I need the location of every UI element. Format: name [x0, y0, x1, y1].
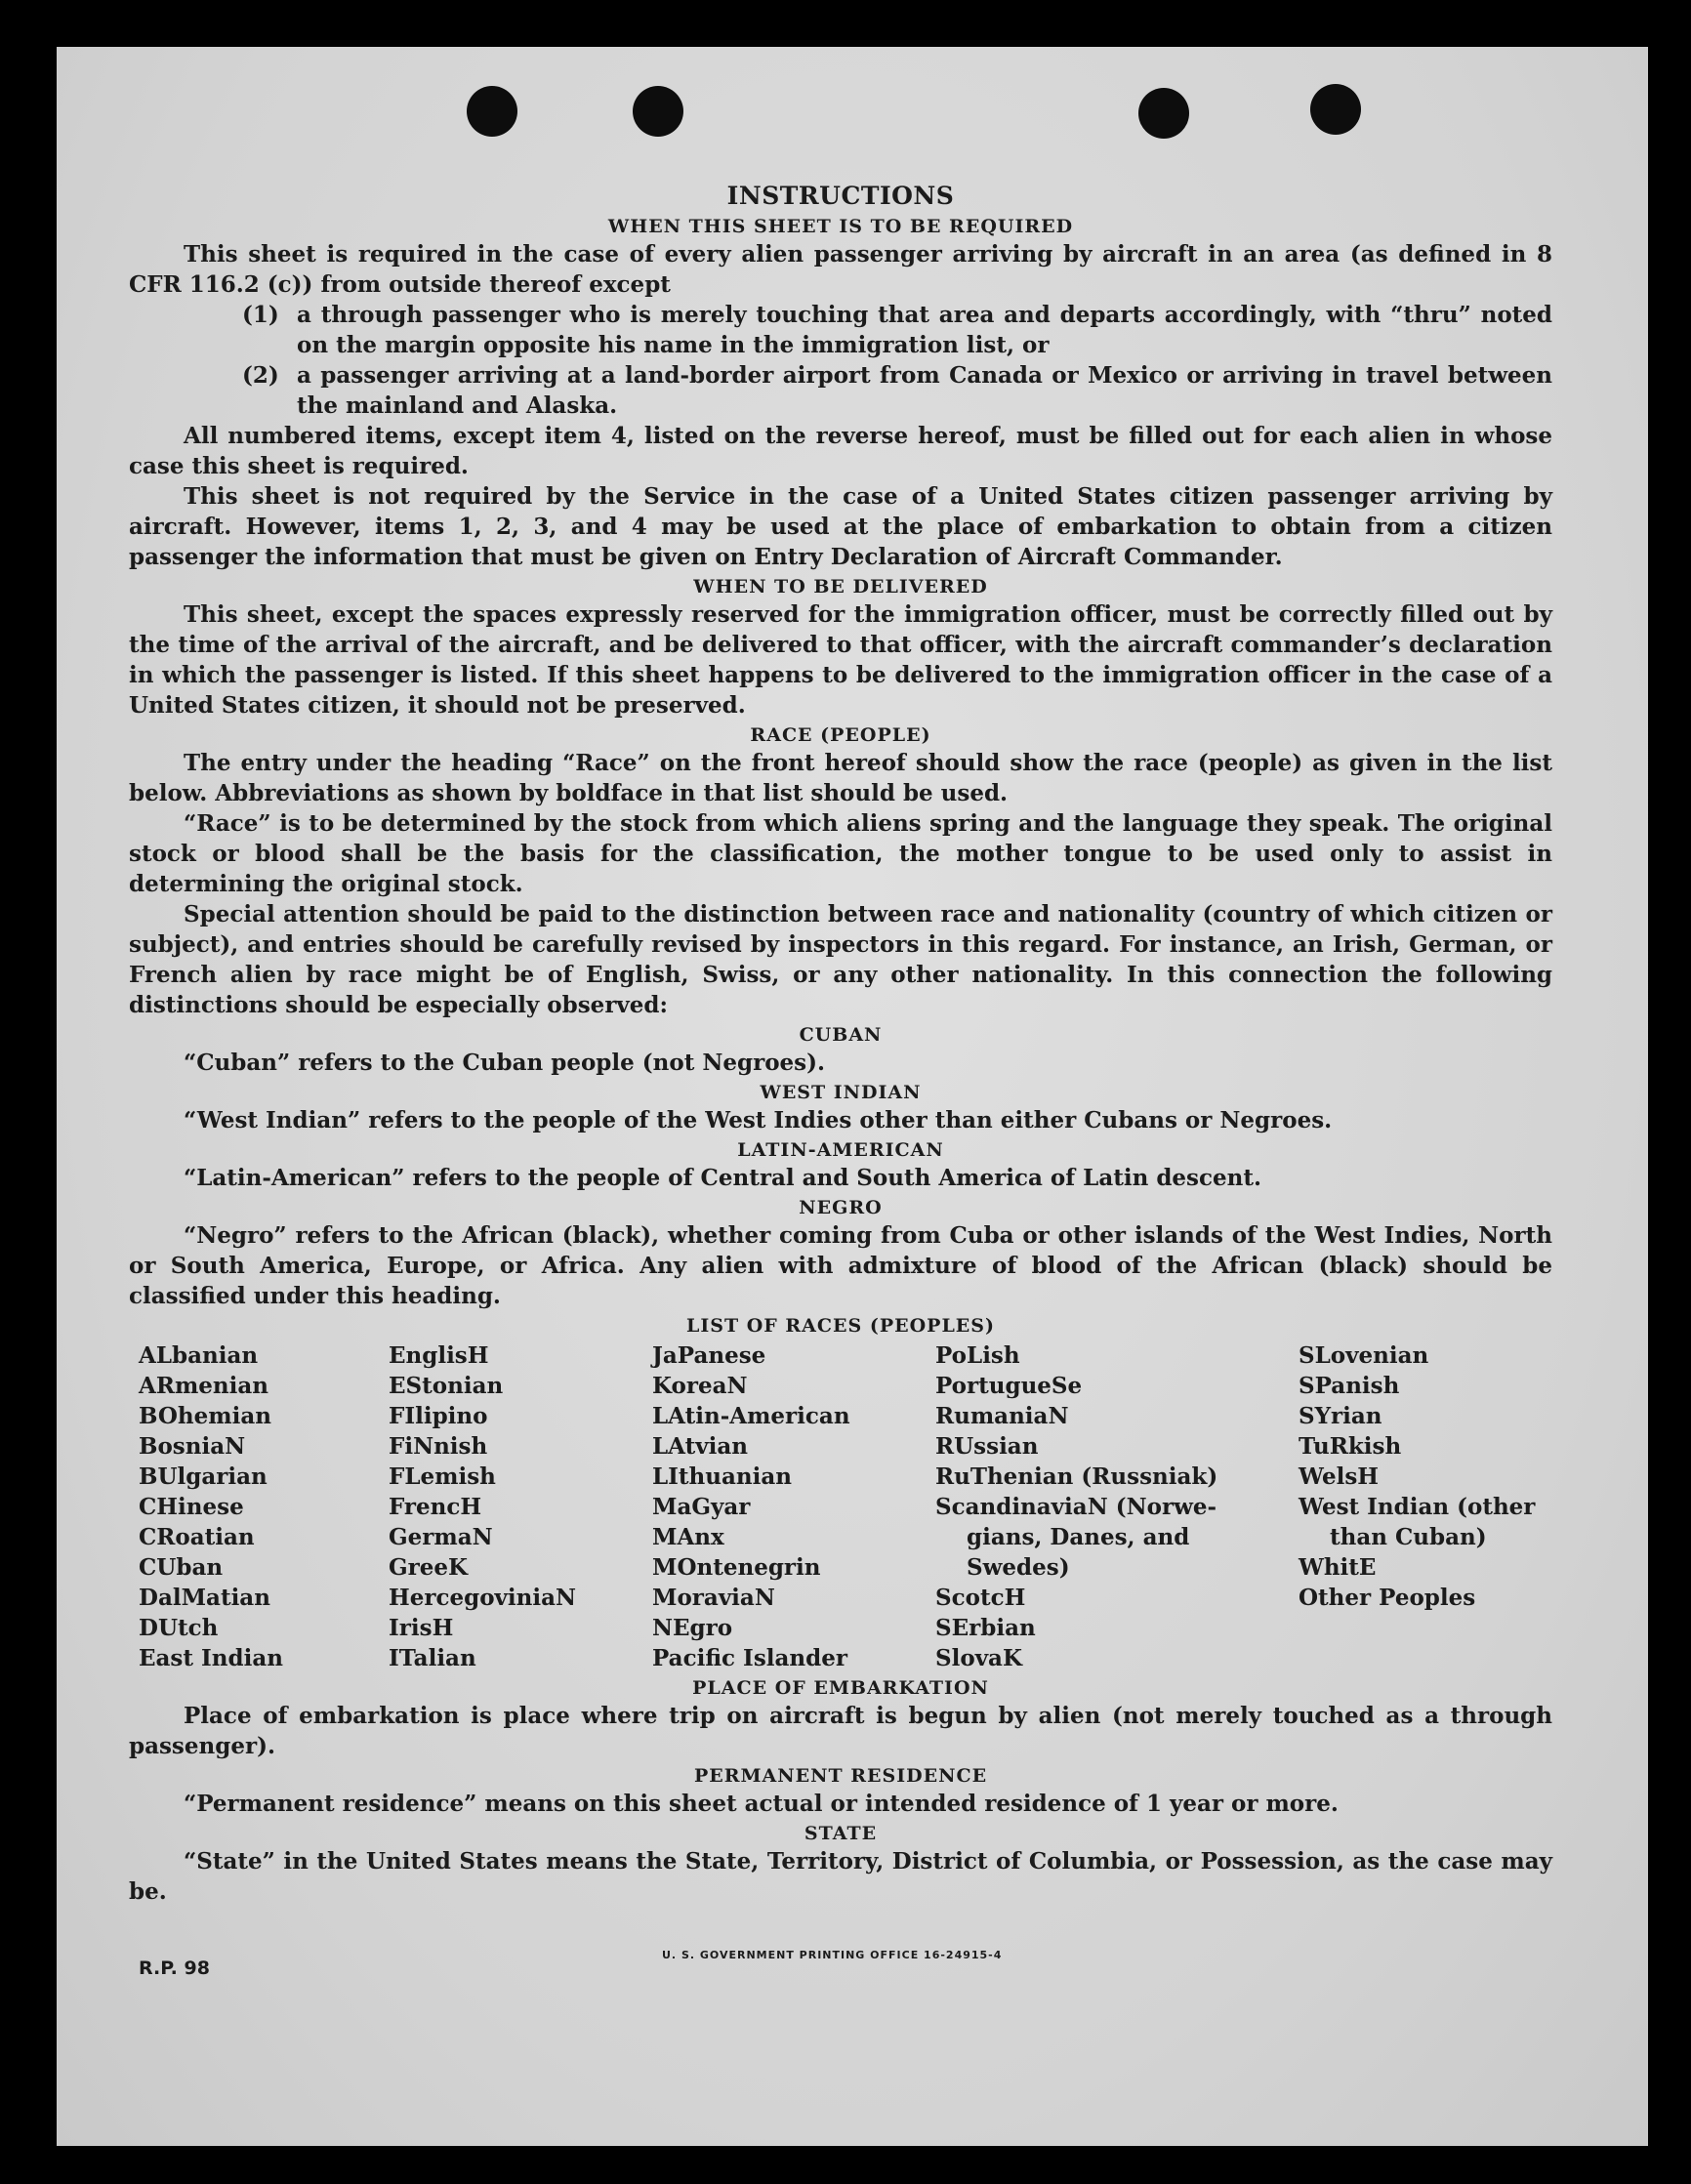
- list-item: FIlipino: [389, 1403, 488, 1429]
- list-item: LAtin-American: [652, 1403, 850, 1429]
- list-item: RuThenian (Russniak): [935, 1463, 1218, 1490]
- list-item: MAnx: [652, 1524, 724, 1550]
- list-item: SYrian: [1299, 1403, 1382, 1429]
- list-item: CUban: [139, 1554, 224, 1581]
- list-item: GreeK: [389, 1554, 469, 1581]
- definition-latin-american: “Latin-American” refers to the people of Central and South America of Latin descent.: [184, 1165, 1261, 1191]
- list-item: West Indian (other: [1299, 1494, 1536, 1520]
- list-item: IrisH: [389, 1615, 454, 1641]
- definition-residence: “Permanent residence” means on this sheet actual or intended residence of 1 year or more.: [184, 1791, 1339, 1817]
- list-item: CHinese: [139, 1494, 244, 1520]
- printing-office-line: U. S. GOVERNMENT PRINTING OFFICE 16-24915-4: [662, 1949, 1003, 1961]
- list-item: TuRkish: [1299, 1433, 1402, 1460]
- list-item: BOhemian: [139, 1403, 271, 1429]
- paragraph-citizen: This sheet is not required by the Service in the case of a United States citizen passenger arriving by aircraft. However, items 1, 2, 3, and 4 may be used at the place of embarkation to obtain from a citizen passenger the information that must be given on Entry Declaration of Aircraft Commander.: [129, 483, 1552, 570]
- item-number: (2): [242, 362, 279, 389]
- list-item: Other Peoples: [1299, 1585, 1476, 1611]
- list-item-continuation: than Cuban): [1330, 1524, 1487, 1550]
- section-heading-state: STATE: [804, 1823, 878, 1844]
- definition-cuban: “Cuban” refers to the Cuban people (not Negroes).: [184, 1050, 826, 1076]
- list-item: DUtch: [139, 1615, 219, 1641]
- races-column-2: [389, 1340, 652, 1673]
- definition-embarkation: Place of embarkation is place where trip on aircraft is begun by alien (not merely touched as a through passenger).: [129, 1703, 1552, 1759]
- paragraph-race-3: Special attention should be paid to the distinction between race and nationality (country of which citizen or subject), and entries should be carefully revised by inspectors in this regard. For instance, an Irish, German, or French alien by race might be of English, Swiss, or any other nationality. In this connection the following distinctions should be especially observed:: [129, 901, 1552, 1018]
- section-heading-embarkation: PLACE OF EMBARKATION: [692, 1677, 989, 1699]
- definition-state: “State” in the United States means the State, Territory, District of Columbia, or Possession, as the case may be.: [129, 1848, 1552, 1905]
- races-column-4: [935, 1340, 1299, 1673]
- list-item: FiNnish: [389, 1433, 488, 1460]
- list-item: LAtvian: [652, 1433, 748, 1460]
- list-item: FrencH: [389, 1494, 482, 1520]
- list-item: ITalian: [389, 1645, 476, 1671]
- list-item: NEgro: [652, 1615, 733, 1641]
- definition-west-indian: “West Indian” refers to the people of the West Indies other than either Cubans or Negroes.: [184, 1107, 1333, 1133]
- list-item: [242, 300, 1552, 360]
- list-item: EnglisH: [389, 1342, 489, 1369]
- list-item: SlovaK: [935, 1645, 1022, 1671]
- list-item: SLovenian: [1299, 1342, 1429, 1369]
- list-item: JaPanese: [652, 1342, 766, 1369]
- punch-hole: [633, 86, 683, 137]
- races-list: [139, 1340, 1552, 1673]
- paragraph-numbered-items: All numbered items, except item 4, listed on the reverse hereof, must be filled out for each alien in whose case this sheet is required.: [129, 423, 1552, 479]
- list-item: EStonian: [389, 1373, 504, 1399]
- item-text: a passenger arriving at a land-border airport from Canada or Mexico or arriving in travel between the mainland and Alaska.: [297, 362, 1552, 419]
- section-heading-list-of-races: LIST OF RACES (PEOPLES): [686, 1315, 995, 1337]
- list-item: ScandinaviaN (Norwe-: [935, 1494, 1217, 1520]
- paragraph-required-intro: This sheet is required in the case of every alien passenger arriving by aircraft in an area (as defined in 8 CFR 116.2 (c)) from outside thereof except: [129, 241, 1552, 298]
- list-item: SPanish: [1299, 1373, 1400, 1399]
- list-item: FLemish: [389, 1463, 496, 1490]
- punch-hole: [1310, 84, 1361, 135]
- item-text: a through passenger who is merely touching that area and departs accordingly, with “thru” noted on the margin opposite his name in the immigration list, or: [297, 302, 1552, 358]
- section-heading-cuban: CUBAN: [799, 1024, 883, 1046]
- section-heading-latin-american: LATIN-AMERICAN: [737, 1139, 944, 1161]
- list-item-continuation: gians, Danes, and: [967, 1524, 1190, 1550]
- list-item: ARmenian: [139, 1373, 269, 1399]
- list-item: RumaniaN: [935, 1403, 1069, 1429]
- form-number: R.P. 98: [139, 1957, 210, 1979]
- list-item: MoraviaN: [652, 1585, 775, 1611]
- list-item: Pacific Islander: [652, 1645, 847, 1671]
- races-column-3: [652, 1340, 935, 1673]
- section-heading-delivered: WHEN TO BE DELIVERED: [693, 576, 988, 598]
- list-item: PoLish: [935, 1342, 1020, 1369]
- section-heading-race: RACE (PEOPLE): [750, 724, 931, 746]
- list-item: LIthuanian: [652, 1463, 792, 1490]
- section-heading-west-indian: WEST INDIAN: [760, 1082, 922, 1103]
- list-item: BosniaN: [139, 1433, 246, 1460]
- punch-hole: [467, 86, 517, 137]
- list-item-continuation: Swedes): [967, 1554, 1070, 1581]
- list-item: WhitE: [1299, 1554, 1377, 1581]
- item-number: (1): [242, 302, 279, 328]
- paragraph-delivered: This sheet, except the spaces expressly reserved for the immigration officer, must be correctly filled out by the time of the arrival of the aircraft, and be delivered to that officer, with the aircraft commander’s declaration in which the passenger is listed. If this sheet happens to be delivered to the immigration officer in the case of a United States citizen, it should not be preserved.: [129, 601, 1552, 719]
- races-column-1: [139, 1340, 389, 1673]
- section-heading-negro: NEGRO: [799, 1197, 883, 1218]
- races-column-5: [1299, 1340, 1552, 1673]
- list-item: KoreaN: [652, 1373, 748, 1399]
- paragraph-race-2: “Race” is to be determined by the stock from which aliens spring and the language they speak. The original stock or blood shall be the basis for the classification, the mother tongue to be used only to assist in determining the original stock.: [129, 810, 1552, 897]
- section-heading-required: WHEN THIS SHEET IS TO BE REQUIRED: [607, 216, 1074, 237]
- list-item: PortugueSe: [935, 1373, 1083, 1399]
- list-item: MOntenegrin: [652, 1554, 821, 1581]
- list-item: WelsH: [1299, 1463, 1380, 1490]
- list-item: DalMatian: [139, 1585, 270, 1611]
- list-item: [242, 360, 1552, 421]
- list-item: East Indian: [139, 1645, 283, 1671]
- document-page: [57, 47, 1648, 2146]
- list-item: GermaN: [389, 1524, 493, 1550]
- list-item: ALbanian: [139, 1342, 259, 1369]
- list-item: SErbian: [935, 1615, 1036, 1641]
- list-item: ScotcH: [935, 1585, 1026, 1611]
- definition-negro: “Negro” refers to the African (black), whether coming from Cuba or other islands of the West Indies, North or South America, Europe, or Africa. Any alien with admixture of blood of the African (black) should be classified under this heading.: [129, 1222, 1552, 1309]
- paragraph-race-1: The entry under the heading “Race” on the front hereof should show the race (people) as given in the list below. Abbreviations as shown by boldface in that list should be used.: [129, 750, 1552, 806]
- punch-hole: [1138, 88, 1189, 139]
- list-item: HercegoviniaN: [389, 1585, 577, 1611]
- section-heading-residence: PERMANENT RESIDENCE: [693, 1765, 988, 1787]
- list-item: RUssian: [935, 1433, 1039, 1460]
- list-item: BUlgarian: [139, 1463, 268, 1490]
- page-title: INSTRUCTIONS: [726, 182, 955, 210]
- list-item: CRoatian: [139, 1524, 255, 1550]
- list-item: MaGyar: [652, 1494, 751, 1520]
